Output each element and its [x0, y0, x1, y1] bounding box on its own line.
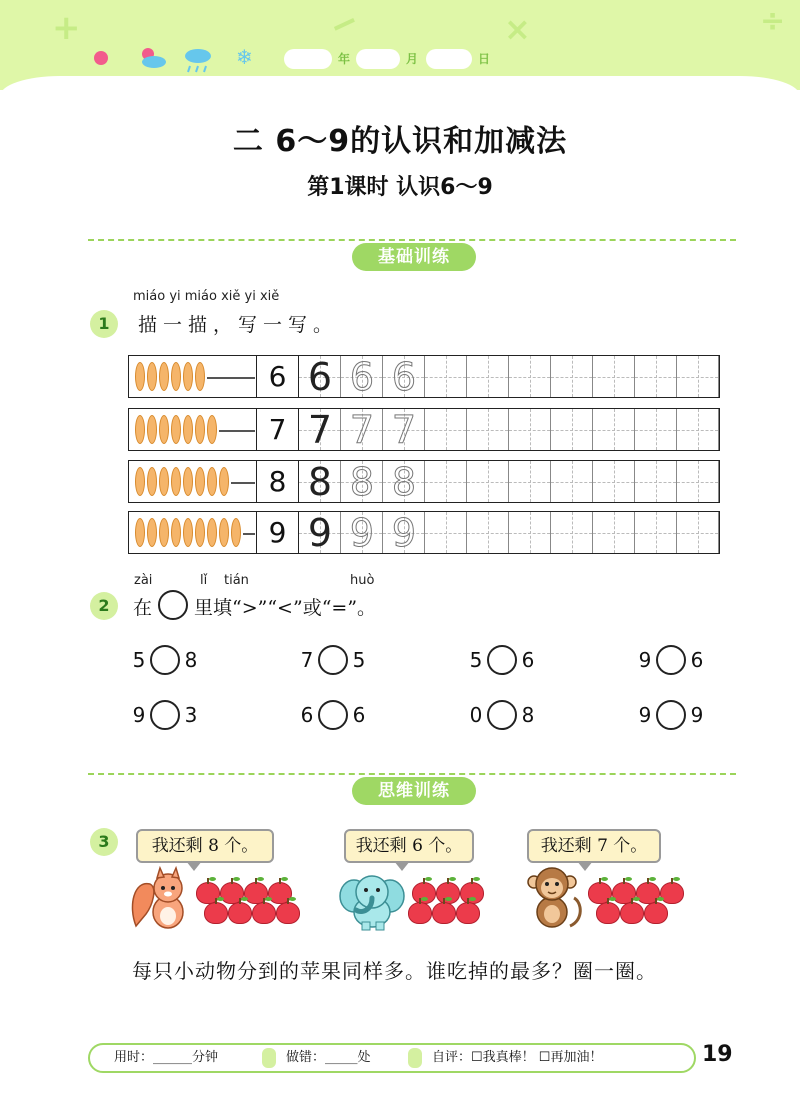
answer-circle[interactable]	[656, 700, 686, 730]
apple-icon	[456, 902, 480, 924]
writing-cell[interactable]	[425, 512, 467, 553]
bead-icon	[207, 518, 217, 547]
bead-icon	[147, 518, 157, 547]
bead-rod	[243, 533, 255, 535]
counting-beads	[129, 512, 257, 553]
section-divider	[88, 773, 736, 775]
bead-icon	[171, 415, 181, 444]
writing-cell[interactable]	[593, 356, 635, 397]
bead-rod	[231, 482, 255, 484]
apple-icon	[660, 882, 684, 904]
writing-cell[interactable]	[341, 512, 383, 553]
section-basic-label: 基础训练	[352, 243, 476, 271]
bead-icon	[159, 362, 169, 391]
bead-icon	[135, 415, 145, 444]
dotted-digit: 9	[349, 511, 375, 555]
q2-pinyin-li: lǐ	[200, 573, 208, 588]
dotted-digit: 7	[391, 408, 417, 452]
bead-icon	[171, 467, 181, 496]
dotted-digit: 6	[391, 355, 417, 399]
apple-icon	[276, 902, 300, 924]
writing-cell[interactable]	[425, 461, 467, 502]
writing-cell[interactable]	[677, 512, 719, 553]
bead-icon	[231, 518, 241, 547]
answer-circle[interactable]	[318, 645, 348, 675]
bead-icon	[147, 362, 157, 391]
compare-exercise	[638, 700, 704, 730]
apple-icon	[228, 902, 252, 924]
bead-icon	[159, 518, 169, 547]
sun-icon[interactable]	[94, 51, 108, 65]
right-number: 3	[184, 703, 198, 727]
compare-exercise	[132, 645, 198, 675]
section-divider	[88, 239, 736, 241]
bead-icon	[159, 467, 169, 496]
writing-cell[interactable]	[299, 461, 341, 502]
footer-bar	[88, 1043, 696, 1073]
footer-separator	[408, 1048, 422, 1068]
writing-cell[interactable]	[383, 356, 425, 397]
section-thinking-label: 思维训练	[352, 777, 476, 805]
answer-circle[interactable]	[487, 645, 517, 675]
compare-exercise	[469, 645, 535, 675]
dotted-digit: 9	[391, 511, 417, 555]
writing-cell[interactable]	[593, 512, 635, 553]
q2-blank-circle	[158, 590, 188, 620]
writing-cell[interactable]	[383, 461, 425, 502]
bead-icon	[147, 415, 157, 444]
writing-cell[interactable]	[635, 512, 677, 553]
q2-pinyin-huo: huò	[350, 573, 375, 588]
year-field[interactable]	[284, 49, 332, 69]
month-label: 月	[406, 52, 419, 66]
printed-number: 9	[257, 512, 299, 553]
apple-icon	[644, 902, 668, 924]
header-band	[0, 0, 800, 90]
writing-cell[interactable]	[341, 356, 383, 397]
page-number: 19	[702, 1042, 733, 1067]
cloudy-icon[interactable]	[136, 46, 168, 74]
writing-cell[interactable]	[341, 461, 383, 502]
q3-question: 每只小动物分到的苹果同样多。谁吃掉的最多？圈一圈。	[132, 959, 657, 983]
speech-bubble-squirrel: 我还剩 8 个。	[136, 829, 274, 863]
year-label: 年	[338, 52, 351, 66]
divide-icon: ÷	[760, 4, 786, 39]
writing-cell[interactable]	[509, 356, 551, 397]
apple-icon	[408, 902, 432, 924]
minus-icon: −	[322, 0, 366, 49]
writing-cell[interactable]	[551, 356, 593, 397]
rain-icon[interactable]	[182, 46, 214, 78]
q3-number-badge: 3	[90, 828, 118, 856]
apples-elephant	[408, 878, 498, 930]
footer-separator	[262, 1048, 276, 1068]
speech-bubble-monkey: 我还剩 7 个。	[527, 829, 661, 863]
q2-instruction-zai: 在	[133, 597, 153, 619]
dotted-digit: 6	[349, 355, 375, 399]
q2-instruction-rest: 里填“>”“<”或“=”。	[194, 597, 377, 619]
apples-squirrel	[196, 878, 308, 930]
apple-icon	[596, 902, 620, 924]
writing-cell[interactable]	[635, 356, 677, 397]
bead-icon	[183, 467, 193, 496]
writing-cell[interactable]	[677, 461, 719, 502]
counting-beads	[129, 409, 257, 450]
bead-icon	[135, 467, 145, 496]
writing-cell[interactable]	[635, 461, 677, 502]
writing-cell[interactable]	[467, 461, 509, 502]
bead-icon	[135, 362, 145, 391]
writing-cell[interactable]	[341, 409, 383, 450]
dotted-digit: 8	[391, 460, 417, 504]
counting-beads	[129, 356, 257, 397]
answer-circle[interactable]	[318, 700, 348, 730]
writing-cell[interactable]	[677, 409, 719, 450]
bead-rod	[219, 430, 255, 432]
apple-icon	[204, 902, 228, 924]
lesson-subtitle: 第1课时 认识6～9	[307, 175, 493, 200]
tracing-row	[128, 460, 720, 503]
printed-number: 6	[257, 356, 299, 397]
writing-cell[interactable]	[467, 356, 509, 397]
answer-circle[interactable]	[656, 645, 686, 675]
day-field[interactable]	[426, 49, 472, 69]
writing-cell[interactable]	[467, 409, 509, 450]
writing-cell[interactable]	[593, 461, 635, 502]
day-label: 日	[478, 52, 491, 66]
answer-circle[interactable]	[150, 645, 180, 675]
bead-icon	[207, 467, 217, 496]
right-number: 6	[521, 648, 535, 672]
bead-icon	[195, 518, 205, 547]
snow-icon[interactable]: ❄	[236, 45, 253, 69]
writing-cell[interactable]	[509, 461, 551, 502]
self-evaluation[interactable]: 自评：☐我真棒！ ☐再加油！	[432, 1050, 603, 1065]
answer-circle[interactable]	[487, 700, 517, 730]
times-icon: ×	[504, 10, 531, 48]
right-number: 6	[352, 703, 366, 727]
tracing-row	[128, 355, 720, 398]
printed-number: 7	[257, 409, 299, 450]
writing-cell[interactable]	[425, 356, 467, 397]
writing-cell[interactable]	[467, 512, 509, 553]
bead-icon	[183, 415, 193, 444]
writing-cell[interactable]	[509, 512, 551, 553]
compare-exercise	[132, 700, 198, 730]
counting-beads	[129, 461, 257, 502]
page-title: 二 6～9的认识和加减法	[232, 124, 568, 159]
left-number: 7	[300, 648, 314, 672]
dotted-digit: 8	[349, 460, 375, 504]
traced-digit: 6	[307, 355, 333, 399]
bead-icon	[219, 467, 229, 496]
bead-icon	[195, 467, 205, 496]
writing-cell[interactable]	[299, 409, 341, 450]
writing-cell[interactable]	[677, 356, 719, 397]
bead-icon	[147, 467, 157, 496]
errors-count[interactable]: 做错：_____处	[286, 1050, 371, 1065]
writing-cell[interactable]	[299, 512, 341, 553]
bead-icon	[195, 415, 205, 444]
dotted-digit: 7	[349, 408, 375, 452]
right-number: 6	[690, 648, 704, 672]
traced-digit: 7	[307, 408, 333, 452]
writing-cell[interactable]	[593, 409, 635, 450]
q1-instruction: 描一描，写一写。	[138, 314, 339, 336]
left-number: 0	[469, 703, 483, 727]
answer-circle[interactable]	[150, 700, 180, 730]
tracing-row	[128, 408, 720, 451]
bead-icon	[219, 518, 229, 547]
month-field[interactable]	[356, 49, 400, 69]
bead-icon	[171, 518, 181, 547]
left-number: 5	[469, 648, 483, 672]
q1-pinyin: miáo yi miáo xiě yi xiě	[133, 289, 280, 304]
left-number: 5	[132, 648, 146, 672]
bead-icon	[135, 518, 145, 547]
left-number: 9	[638, 703, 652, 727]
apple-icon	[252, 902, 276, 924]
traced-digit: 9	[307, 511, 333, 555]
writing-cell[interactable]	[635, 409, 677, 450]
squirrel-icon[interactable]	[128, 866, 192, 936]
tracing-row	[128, 511, 720, 554]
monkey-icon[interactable]	[520, 862, 584, 936]
bead-icon	[195, 362, 205, 391]
bead-icon	[171, 362, 181, 391]
bead-icon	[159, 415, 169, 444]
compare-exercise	[469, 700, 535, 730]
traced-digit: 8	[307, 460, 333, 504]
writing-cell[interactable]	[551, 409, 593, 450]
q1-number-badge: 1	[90, 310, 118, 338]
writing-cell[interactable]	[299, 356, 341, 397]
bead-icon	[183, 362, 193, 391]
writing-cell[interactable]	[383, 512, 425, 553]
apples-monkey	[584, 878, 696, 930]
writing-cell[interactable]	[509, 409, 551, 450]
left-number: 9	[638, 648, 652, 672]
left-number: 6	[300, 703, 314, 727]
bead-rod	[207, 377, 255, 379]
writing-cell[interactable]	[551, 461, 593, 502]
plus-icon: +	[52, 8, 81, 48]
right-number: 9	[690, 703, 704, 727]
time-spent[interactable]: 用时：______分钟	[114, 1050, 219, 1065]
right-number: 8	[521, 703, 535, 727]
printed-number: 8	[257, 461, 299, 502]
left-number: 9	[132, 703, 146, 727]
writing-cell[interactable]	[383, 409, 425, 450]
compare-exercise	[300, 700, 366, 730]
right-number: 8	[184, 648, 198, 672]
compare-exercise	[300, 645, 366, 675]
q2-pinyin-tian: tián	[224, 573, 249, 588]
bead-icon	[207, 415, 217, 444]
bead-icon	[183, 518, 193, 547]
apple-icon	[432, 902, 456, 924]
compare-exercise	[638, 645, 704, 675]
elephant-icon[interactable]	[326, 866, 410, 936]
speech-bubble-elephant: 我还剩 6 个。	[344, 829, 474, 863]
apple-icon	[620, 902, 644, 924]
q2-number-badge: 2	[90, 592, 118, 620]
right-number: 5	[352, 648, 366, 672]
writing-cell[interactable]	[425, 409, 467, 450]
q2-pinyin-zai: zài	[134, 573, 153, 588]
writing-cell[interactable]	[551, 512, 593, 553]
